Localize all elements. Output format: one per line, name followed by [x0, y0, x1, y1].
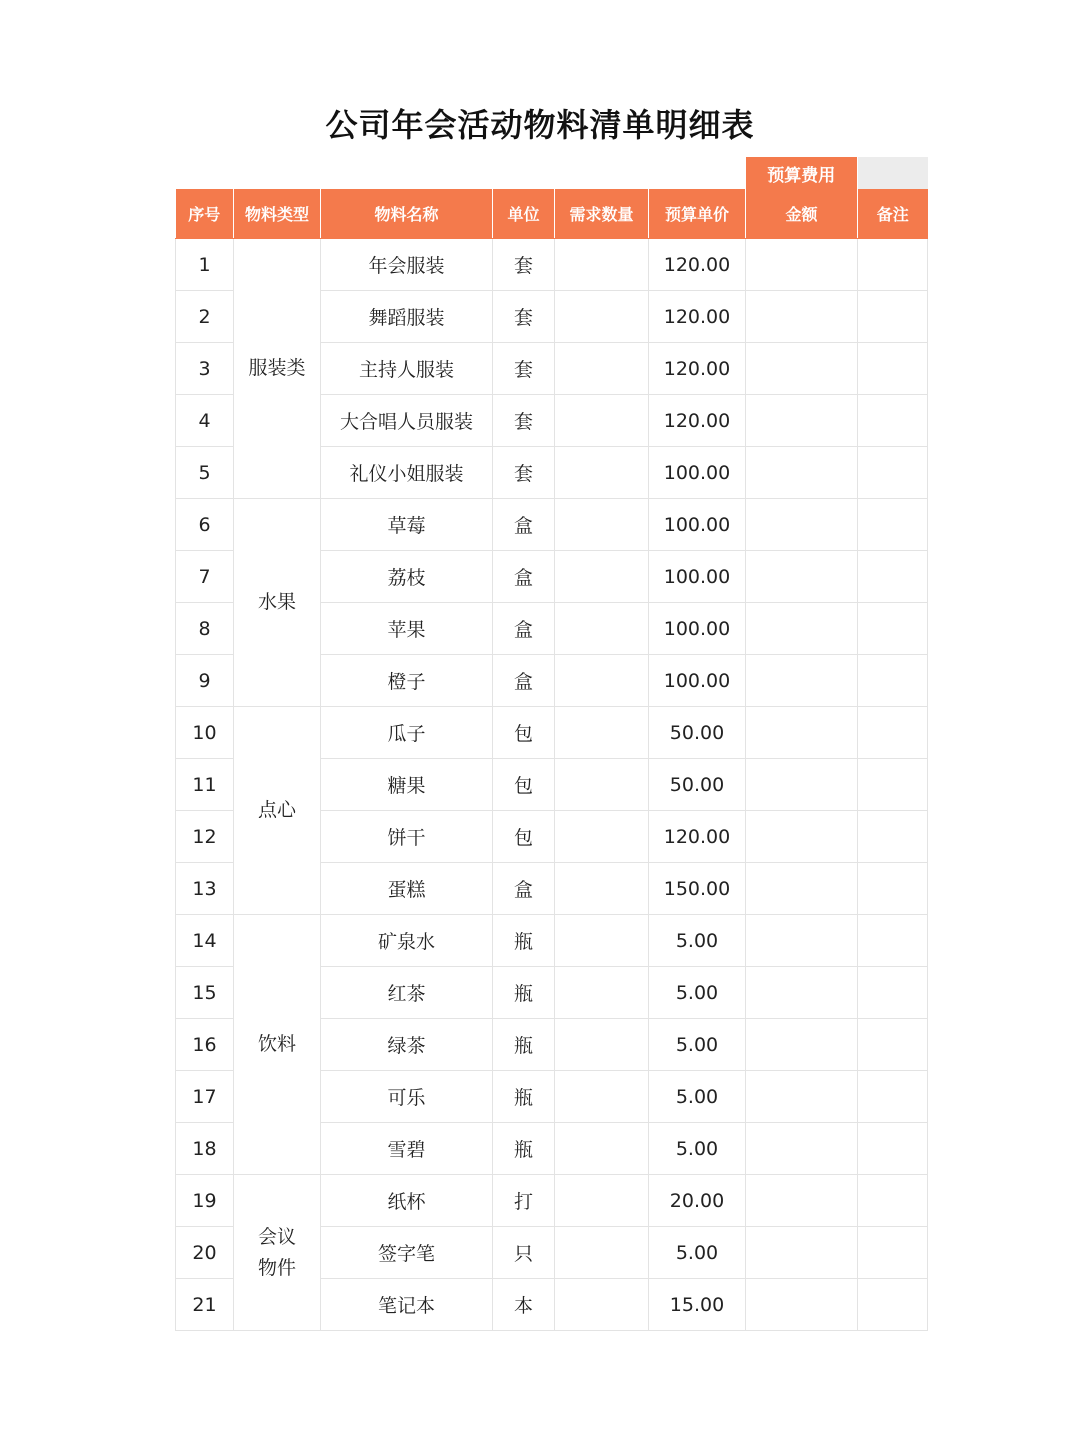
unit-price-cell: 150.00 — [649, 863, 746, 915]
row-number-cell: 8 — [176, 603, 234, 655]
material-name-cell: 可乐 — [321, 1071, 493, 1123]
note-cell — [858, 499, 928, 551]
material-name-cell: 舞蹈服装 — [321, 291, 493, 343]
note-cell — [858, 551, 928, 603]
row-number-cell: 13 — [176, 863, 234, 915]
quantity-cell — [555, 447, 649, 499]
amount-cell — [746, 499, 858, 551]
unit-price-cell: 120.00 — [649, 291, 746, 343]
unit-cell: 瓶 — [493, 1071, 555, 1123]
row-number-cell: 12 — [176, 811, 234, 863]
header-group-row — [176, 157, 928, 189]
material-name-cell: 苹果 — [321, 603, 493, 655]
unit-cell: 套 — [493, 447, 555, 499]
row-number-cell: 3 — [176, 343, 234, 395]
unit-price-cell: 50.00 — [649, 759, 746, 811]
amount-cell — [746, 1071, 858, 1123]
column-header-no: 序号 — [176, 189, 234, 239]
quantity-cell — [555, 915, 649, 967]
category-cell — [234, 915, 321, 1175]
note-cell — [858, 707, 928, 759]
column-header-amount: 金额 — [746, 189, 858, 239]
quantity-cell — [555, 291, 649, 343]
row-number-cell: 2 — [176, 291, 234, 343]
unit-cell: 套 — [493, 291, 555, 343]
note-cell — [858, 1019, 928, 1071]
material-name-cell: 红茶 — [321, 967, 493, 1019]
table-row — [176, 707, 928, 759]
unit-cell: 瓶 — [493, 967, 555, 1019]
material-name-cell: 笔记本 — [321, 1279, 493, 1331]
row-number-cell: 5 — [176, 447, 234, 499]
amount-cell — [746, 1123, 858, 1175]
unit-cell: 盒 — [493, 603, 555, 655]
quantity-cell — [555, 1227, 649, 1279]
note-group-header — [858, 157, 928, 189]
material-name-cell: 糖果 — [321, 759, 493, 811]
column-header-name: 物料名称 — [321, 189, 493, 239]
page-title: 公司年会活动物料清单明细表 — [325, 106, 755, 144]
unit-price-cell: 120.00 — [649, 811, 746, 863]
quantity-cell — [555, 343, 649, 395]
row-number-cell: 15 — [176, 967, 234, 1019]
quantity-cell — [555, 1175, 649, 1227]
materials-table — [175, 157, 928, 1331]
material-name-cell: 矿泉水 — [321, 915, 493, 967]
note-cell — [858, 1175, 928, 1227]
amount-cell — [746, 655, 858, 707]
note-cell — [858, 967, 928, 1019]
unit-price-cell: 120.00 — [649, 343, 746, 395]
unit-cell: 只 — [493, 1227, 555, 1279]
unit-price-cell: 5.00 — [649, 1071, 746, 1123]
unit-price-cell: 100.00 — [649, 655, 746, 707]
unit-price-cell: 100.00 — [649, 551, 746, 603]
unit-cell: 盒 — [493, 863, 555, 915]
row-number-cell: 21 — [176, 1279, 234, 1331]
category-cell — [234, 499, 321, 707]
amount-cell — [746, 915, 858, 967]
row-number-cell: 10 — [176, 707, 234, 759]
amount-cell — [746, 603, 858, 655]
amount-cell — [746, 395, 858, 447]
category-label: 会议物件 — [257, 1225, 296, 1279]
amount-cell — [746, 291, 858, 343]
table-row — [176, 1175, 928, 1227]
material-name-cell: 橙子 — [321, 655, 493, 707]
row-number-cell: 9 — [176, 655, 234, 707]
note-cell — [858, 811, 928, 863]
header-row — [176, 189, 928, 239]
amount-cell — [746, 343, 858, 395]
material-name-cell: 荔枝 — [321, 551, 493, 603]
quantity-cell — [555, 1019, 649, 1071]
note-cell — [858, 759, 928, 811]
row-number-cell: 11 — [176, 759, 234, 811]
amount-cell — [746, 863, 858, 915]
unit-cell: 包 — [493, 759, 555, 811]
unit-cell: 套 — [493, 239, 555, 291]
amount-cell — [746, 707, 858, 759]
row-number-cell: 20 — [176, 1227, 234, 1279]
unit-price-cell: 5.00 — [649, 915, 746, 967]
quantity-cell — [555, 239, 649, 291]
category-label: 饮料 — [257, 1033, 296, 1055]
unit-price-cell: 5.00 — [649, 967, 746, 1019]
note-cell — [858, 343, 928, 395]
unit-price-cell: 100.00 — [649, 603, 746, 655]
unit-price-cell: 120.00 — [649, 239, 746, 291]
amount-cell — [746, 447, 858, 499]
quantity-cell — [555, 1279, 649, 1331]
unit-price-cell: 100.00 — [649, 447, 746, 499]
quantity-cell — [555, 603, 649, 655]
quantity-cell — [555, 759, 649, 811]
row-number-cell: 14 — [176, 915, 234, 967]
material-name-cell: 瓜子 — [321, 707, 493, 759]
amount-cell — [746, 551, 858, 603]
unit-cell: 盒 — [493, 551, 555, 603]
row-number-cell: 17 — [176, 1071, 234, 1123]
quantity-cell — [555, 1071, 649, 1123]
unit-price-cell: 5.00 — [649, 1123, 746, 1175]
unit-price-cell: 5.00 — [649, 1019, 746, 1071]
unit-cell: 瓶 — [493, 1123, 555, 1175]
unit-cell: 套 — [493, 343, 555, 395]
material-name-cell: 大合唱人员服装 — [321, 395, 493, 447]
amount-cell — [746, 811, 858, 863]
note-cell — [858, 395, 928, 447]
column-header-unit-price: 预算单价 — [649, 189, 746, 239]
unit-cell: 包 — [493, 811, 555, 863]
note-cell — [858, 603, 928, 655]
material-name-cell: 礼仪小姐服装 — [321, 447, 493, 499]
material-name-cell: 草莓 — [321, 499, 493, 551]
quantity-cell — [555, 655, 649, 707]
material-name-cell: 雪碧 — [321, 1123, 493, 1175]
quantity-cell — [555, 707, 649, 759]
row-number-cell: 19 — [176, 1175, 234, 1227]
material-name-cell: 签字笔 — [321, 1227, 493, 1279]
note-cell — [858, 655, 928, 707]
column-header-quantity: 需求数量 — [555, 189, 649, 239]
category-cell — [234, 1175, 321, 1331]
unit-price-cell: 15.00 — [649, 1279, 746, 1331]
row-number-cell: 16 — [176, 1019, 234, 1071]
unit-price-cell: 100.00 — [649, 499, 746, 551]
note-cell — [858, 915, 928, 967]
material-name-cell: 蛋糕 — [321, 863, 493, 915]
row-number-cell: 6 — [176, 499, 234, 551]
budget-group-header: 预算费用 — [746, 157, 858, 189]
category-cell — [234, 707, 321, 915]
unit-cell: 本 — [493, 1279, 555, 1331]
quantity-cell — [555, 499, 649, 551]
unit-cell: 包 — [493, 707, 555, 759]
unit-price-cell: 5.00 — [649, 1227, 746, 1279]
material-name-cell: 饼干 — [321, 811, 493, 863]
amount-cell — [746, 1019, 858, 1071]
quantity-cell — [555, 863, 649, 915]
material-name-cell: 主持人服装 — [321, 343, 493, 395]
note-cell — [858, 1279, 928, 1331]
unit-cell: 瓶 — [493, 915, 555, 967]
row-number-cell: 18 — [176, 1123, 234, 1175]
note-cell — [858, 291, 928, 343]
quantity-cell — [555, 967, 649, 1019]
amount-cell — [746, 239, 858, 291]
unit-cell: 盒 — [493, 655, 555, 707]
quantity-cell — [555, 395, 649, 447]
note-cell — [858, 447, 928, 499]
quantity-cell — [555, 811, 649, 863]
note-cell — [858, 1071, 928, 1123]
row-number-cell: 1 — [176, 239, 234, 291]
amount-cell — [746, 967, 858, 1019]
amount-cell — [746, 759, 858, 811]
row-number-cell: 4 — [176, 395, 234, 447]
unit-price-cell: 20.00 — [649, 1175, 746, 1227]
material-name-cell: 年会服装 — [321, 239, 493, 291]
note-cell — [858, 1227, 928, 1279]
unit-cell: 套 — [493, 395, 555, 447]
material-name-cell: 纸杯 — [321, 1175, 493, 1227]
category-label: 点心 — [257, 799, 296, 821]
unit-cell: 盒 — [493, 499, 555, 551]
category-label: 水果 — [257, 591, 296, 613]
unit-cell: 瓶 — [493, 1019, 555, 1071]
table-row — [176, 239, 928, 291]
note-cell — [858, 1123, 928, 1175]
material-name-cell: 绿茶 — [321, 1019, 493, 1071]
unit-cell: 打 — [493, 1175, 555, 1227]
amount-cell — [746, 1227, 858, 1279]
note-cell — [858, 863, 928, 915]
category-cell — [234, 239, 321, 499]
amount-cell — [746, 1175, 858, 1227]
row-number-cell: 7 — [176, 551, 234, 603]
quantity-cell — [555, 1123, 649, 1175]
table-row — [176, 499, 928, 551]
column-header-unit: 单位 — [493, 189, 555, 239]
column-header-note: 备注 — [858, 189, 928, 239]
unit-price-cell: 120.00 — [649, 395, 746, 447]
column-header-category: 物料类型 — [234, 189, 321, 239]
table-body — [176, 239, 928, 1331]
table-row — [176, 915, 928, 967]
category-label: 服装类 — [248, 357, 306, 379]
unit-price-cell: 50.00 — [649, 707, 746, 759]
amount-cell — [746, 1279, 858, 1331]
quantity-cell — [555, 551, 649, 603]
note-cell — [858, 239, 928, 291]
